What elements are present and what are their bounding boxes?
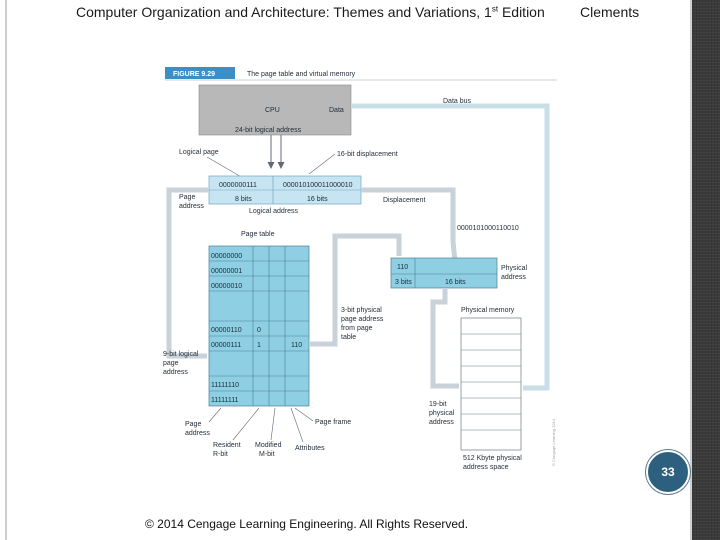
data-bus-label: Data bus — [443, 98, 472, 105]
pt-row-2: 00000010 — [211, 283, 243, 290]
displacement-leader — [309, 154, 335, 174]
nineteen-bit-label-1: 19-bit — [429, 401, 447, 408]
page-address-label-1: Page — [179, 194, 196, 201]
right-stripe — [690, 0, 692, 540]
data-label: Data — [329, 107, 344, 114]
figure-caption: The page table and virtual memory — [247, 71, 356, 78]
left-stripe — [5, 0, 7, 540]
resident-leader — [233, 408, 259, 440]
title-sup: st — [491, 4, 499, 14]
resident-label-2: R-bit — [213, 451, 228, 458]
nineteen-bit-label-2: physical — [429, 410, 455, 417]
pt-row-254: 11111110 — [211, 382, 240, 389]
three-bit-label-3: from page — [341, 325, 373, 332]
logical-page-value: 0000000111 — [219, 182, 257, 189]
page-table-label: Page table — [241, 231, 275, 238]
figure-svg — [163, 66, 559, 472]
three-bits-label: 3 bits — [395, 279, 412, 286]
physical-memory-label: Physical memory — [461, 307, 515, 314]
resident-label-1: Resident — [213, 442, 241, 449]
modified-label-2: M-bit — [259, 451, 275, 458]
nine-bit-label-2: page — [163, 360, 179, 367]
page-frame-leader — [295, 408, 313, 421]
mem-space-label-2: address space — [463, 464, 509, 471]
nine-bit-label-3: address — [163, 369, 188, 376]
modified-label-1: Modified — [255, 442, 282, 449]
nine-bit-label-1: 9-bit logical — [163, 351, 199, 358]
three-bit-label-4: table — [341, 334, 357, 341]
sixteen-bits-b-label: 16 bits — [445, 279, 466, 286]
displacement-binary: 0000101000110010 — [457, 225, 519, 232]
modified-leader — [271, 408, 275, 440]
cpu-address-label: 24-bit logical address — [235, 127, 302, 134]
pt-row-6: 00000110 — [211, 327, 242, 334]
page-address-path — [169, 190, 209, 356]
pt-row-0: 00000000 — [211, 253, 243, 260]
physical-address-label-2: address — [501, 274, 526, 281]
page-address-b-leader — [209, 408, 221, 422]
logical-page-label: Logical page — [179, 149, 219, 156]
logical-page-leader — [207, 157, 243, 178]
slide-title — [76, 4, 545, 20]
title-main: Computer Organization and Architecture: Themes and Variations, 1 — [76, 4, 492, 20]
pt-row-7: 00000111 — [211, 342, 242, 349]
attributes-leader — [291, 408, 303, 442]
displacement-value: 000010100011000010 — [283, 182, 353, 189]
displacement-label: Displacement — [383, 197, 426, 204]
title-end: Edition — [498, 4, 545, 20]
attributes-label: Attributes — [295, 445, 325, 452]
physical-address-label-1: Physical — [501, 265, 528, 272]
nineteen-bit-label-3: address — [429, 419, 454, 426]
displacement-16-label: 16-bit displacement — [337, 151, 398, 158]
phys-page-value: 110 — [397, 264, 409, 271]
pt-row-1: 00000001 — [211, 268, 243, 275]
logical-address-label: Logical address — [249, 208, 299, 215]
footer-copyright: © 2014 Cengage Learning Engineering. All Rights Reserved. — [145, 517, 469, 531]
pt-row-6-bit: 0 — [257, 327, 261, 334]
pt-row-255: 11111111 — [211, 397, 239, 404]
page-address-b-2: address — [185, 430, 210, 437]
side-copyright: © Cengage Learning 2014 — [551, 419, 556, 466]
page-address-b-1: Page — [185, 421, 202, 428]
cpu-label: CPU — [265, 107, 280, 114]
phys-to-mem-path — [433, 288, 459, 386]
pt-row-7-bit: 1 — [257, 342, 261, 349]
slide-author: Clements — [580, 4, 640, 20]
mem-space-label-1: 512 Kbyte physical — [463, 455, 522, 462]
pt-row-7-frame: 110 — [291, 342, 303, 349]
page-number: 33 — [646, 450, 690, 494]
page-table-figure — [163, 66, 559, 472]
three-bit-label-2: page address — [341, 316, 384, 323]
sixteen-bits-label: 16 bits — [307, 196, 328, 203]
page-frame-label: Page frame — [315, 419, 352, 426]
three-bit-label-1: 3-bit physical — [341, 307, 382, 314]
page-address-label-2: address — [179, 203, 204, 210]
figure-badge: FIGURE 9.29 — [173, 71, 216, 78]
eight-bits-label: 8 bits — [235, 196, 252, 203]
